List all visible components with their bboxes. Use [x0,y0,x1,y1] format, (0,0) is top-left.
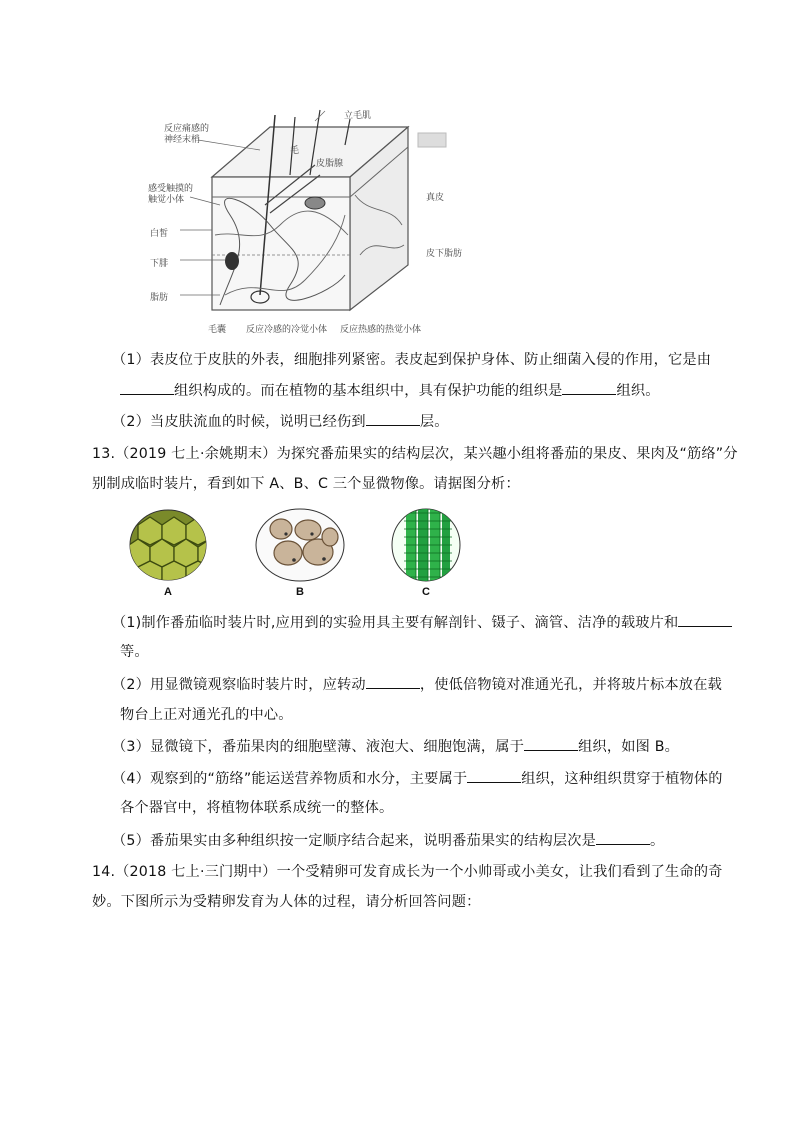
panel-label-a: A [164,586,172,598]
micrograph-panels [128,505,483,595]
label-hair-follicle: 毛囊 [208,325,227,335]
label-sebaceous-gland: 皮脂腺 [316,159,344,169]
q12-part1-line2 [120,380,660,401]
label-touch-corpuscle: 感受触摸的 触觉小体 [148,184,194,205]
text: （2）当皮肤流血的时候，说明已经伤到 [112,414,366,430]
label-epidermis-left: 白皙 [150,229,169,239]
answer-blank[interactable] [366,674,420,689]
panel-label-c: C [422,586,430,598]
answer-blank[interactable] [120,380,174,395]
q13-part4-line2: 各个器官中，将植物体联系成统一的整体。 [120,800,394,816]
text: （4）观察到的“筋络”能运送营养物质和水分，主要属于 [112,771,468,787]
text: 组织构成的。而在植物的基本组织中，具有保护功能的组织是 [174,383,563,399]
micrograph-a [128,510,222,587]
q14-stem-line2: 妙。下图所示为受精卵发育为人体的过程，请分析回答问题： [92,894,481,910]
micrograph-b [256,509,344,581]
text: 。 [650,833,665,849]
label-hair: 毛 [290,146,300,156]
text: 层。 [419,414,449,430]
answer-blank[interactable] [366,411,420,426]
label-heat-corpuscle: 反应热感的热觉小体 [340,325,422,335]
answer-blank[interactable] [596,830,650,845]
answer-blank[interactable] [467,768,521,783]
label-dermis-left: 下腓 [150,259,169,269]
label-pain-nerve: 反应痛感的 神经末梢 [164,124,210,145]
q13-part1-line1 [112,612,732,633]
q13-part1-line2: 等。 [120,644,149,660]
answer-blank[interactable] [678,612,732,627]
q13-part4-line1 [112,768,723,789]
text: （3）显微镜下，番茄果肉的细胞壁薄、液泡大、细胞饱满，属于 [112,739,525,755]
q13-part5 [112,830,664,851]
answer-blank[interactable] [562,380,616,395]
label-cold-corpuscle: 反应冷感的冷觉小体 [246,325,328,335]
text: 组织，如图 B。 [578,739,680,755]
panel-label-b: B [296,586,304,598]
q13-part2-line1 [112,674,722,695]
label-arrector-muscle: 立毛肌 [344,111,372,121]
text: 组织。 [616,383,660,399]
q13-part2-line2: 物台上正对通光孔的中心。 [120,707,293,723]
q13-part3 [112,736,679,757]
label-fat-left: 脂肪 [150,293,169,303]
q12-part1-line1: （1）表皮位于皮肤的外表，细胞排列紧密。表皮起到保护身体、防止细菌入侵的作用，它是由 [112,352,712,368]
q13-stem-line2: 别制成临时装片，看到如下 A、B、C 三个显微物像。请据图分析： [92,476,520,492]
micrograph-c [392,505,460,595]
text: 组织，这种组织贯穿于植物体的 [521,771,723,787]
q12-part2 [112,411,449,432]
q14-stem-line1: 14.（2018 七上·三门期中）一个受精卵可发育成长为一个小帅哥或小美女，让我们看到了生命的奇 [92,864,723,880]
answer-blank[interactable] [524,736,578,751]
text: （5）番茄果实由多种组织按一定顺序结合起来，说明番茄果实的结构层次是 [112,833,597,849]
label-subcutaneous-right: 皮下脂肪 [426,249,463,259]
text: （2）用显微镜观察临时装片时，应转动 [112,677,366,693]
text: （1)制作番茄临时装片时,应用到的实验用具主要有解剖针、镊子、滴管、洁净的载玻片和 [112,615,679,631]
label-dermis-right: 真皮 [426,193,445,203]
q13-stem-line1: 13.（2019 七上·余姚期末）为探究番茄果实的结构层次，某兴趣小组将番茄的果皮、果肉及“筋络”分 [92,446,738,462]
text: ，使低倍物镜对准通光孔，并将玻片标本放在载 [419,677,722,693]
